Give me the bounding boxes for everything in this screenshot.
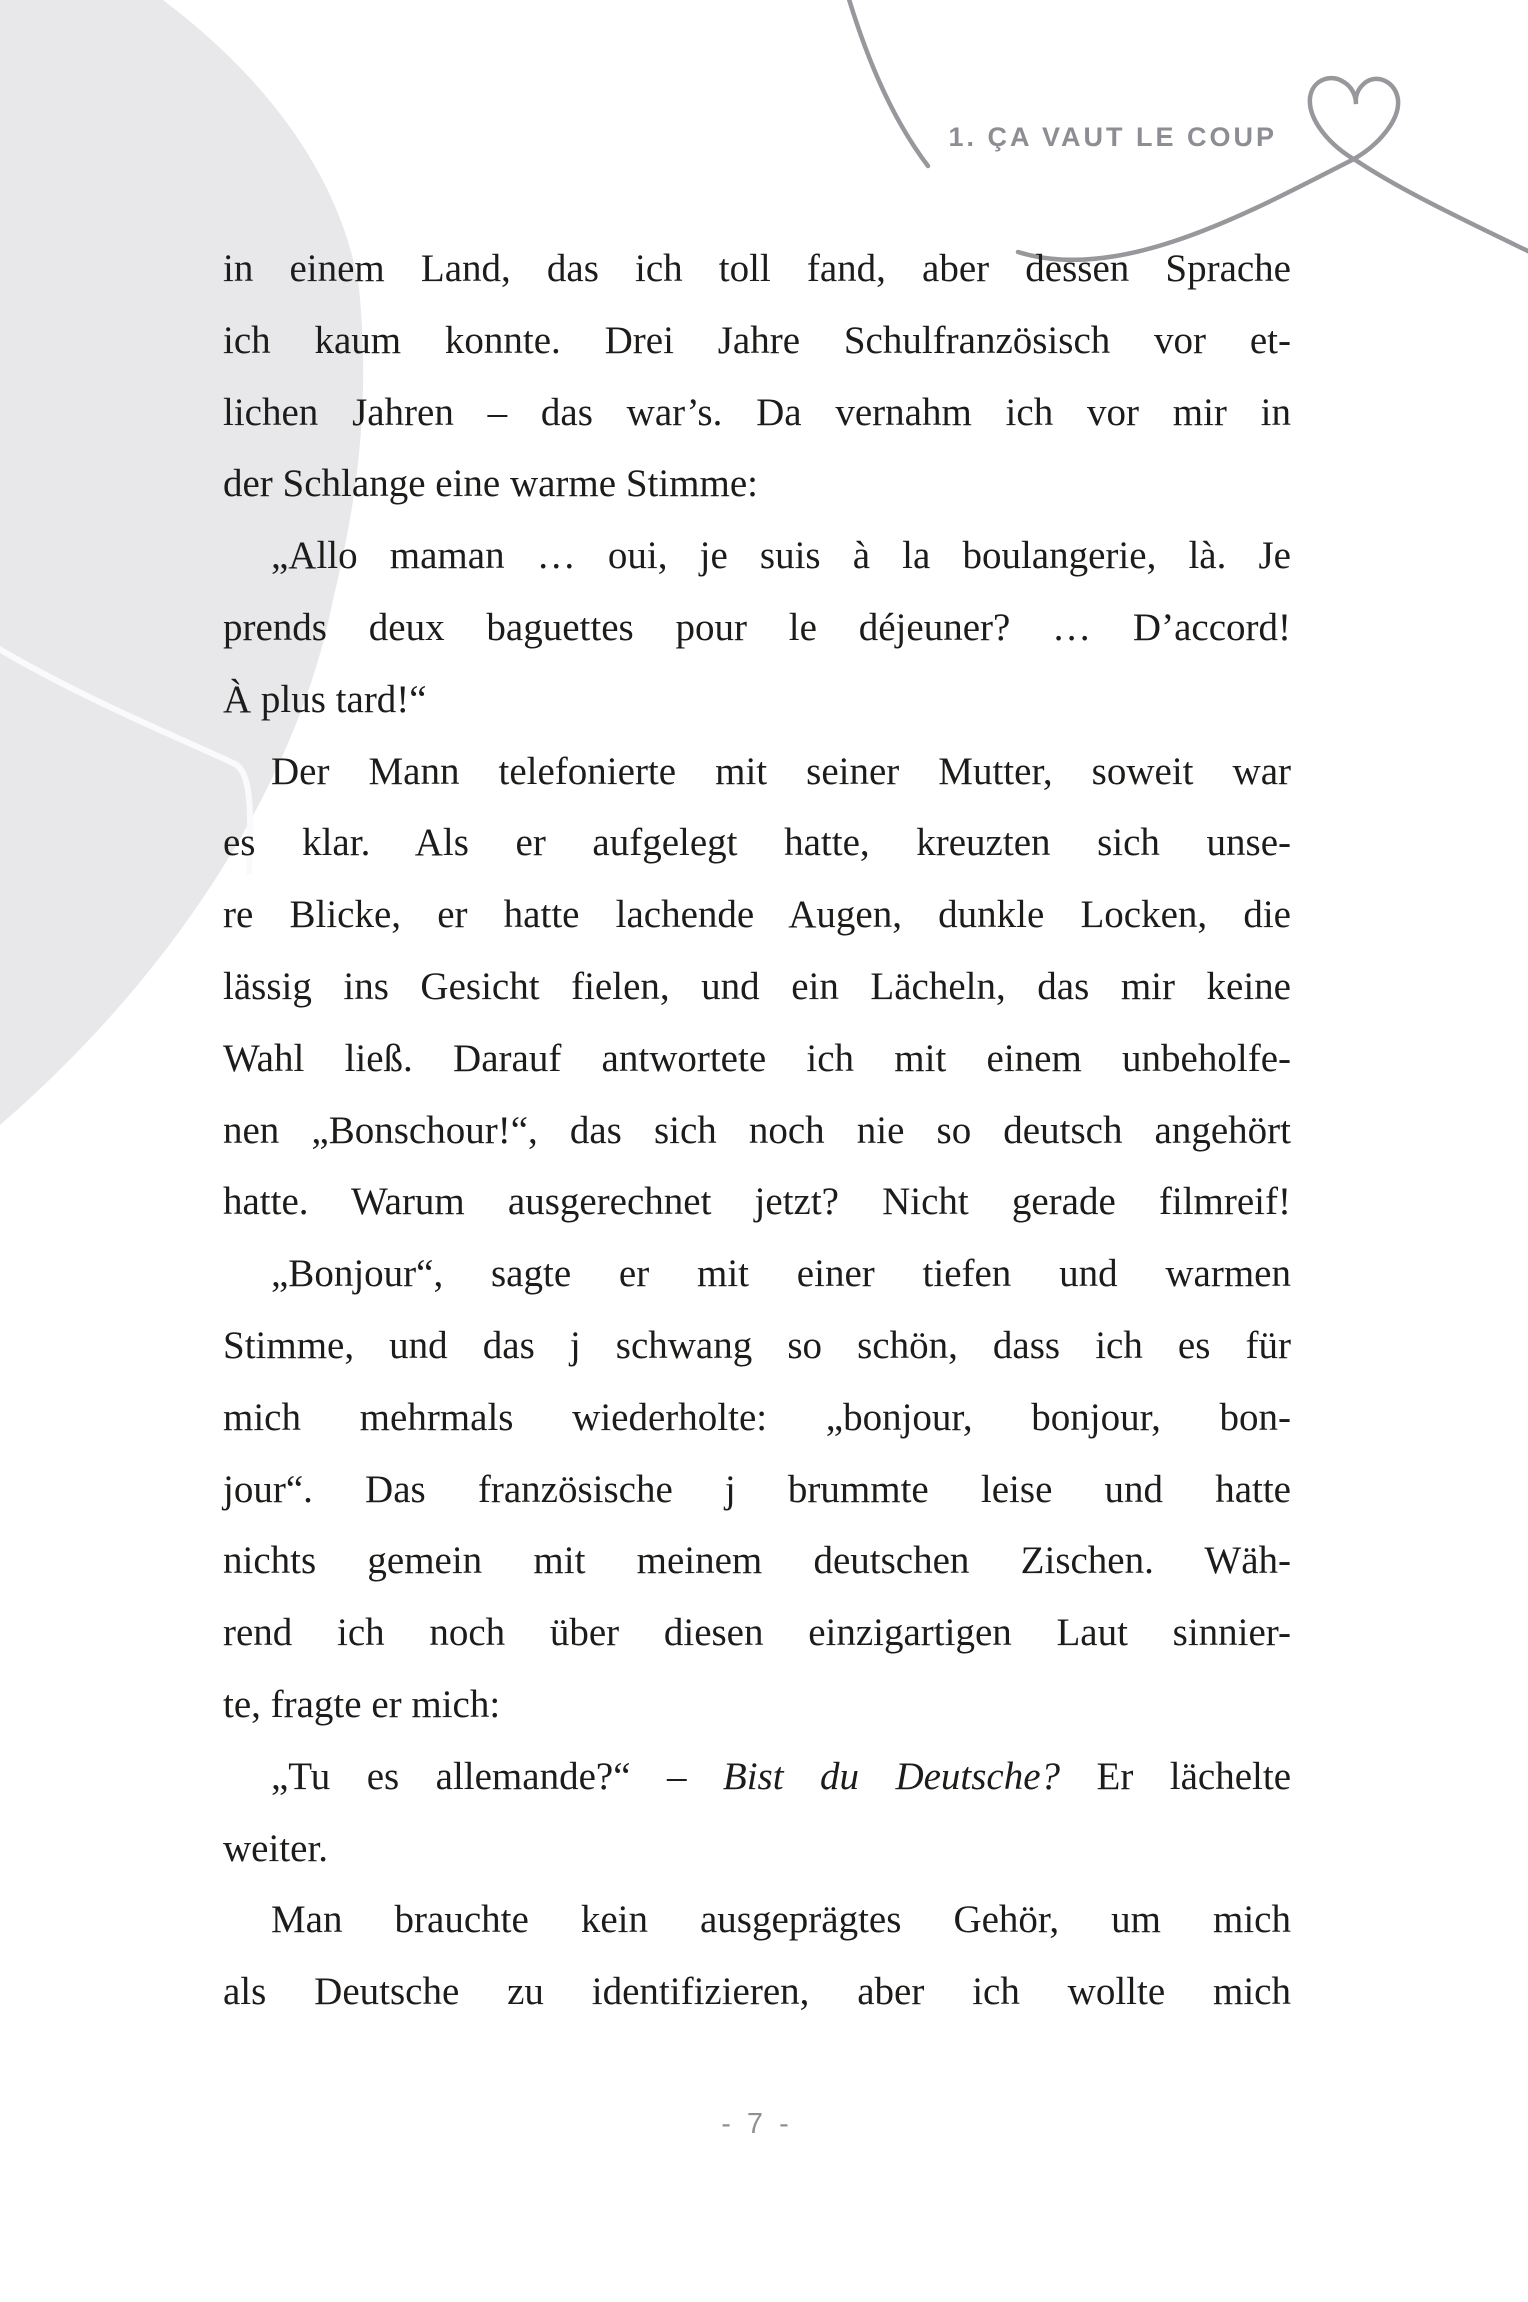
text-line — [223, 1454, 1291, 1526]
chapter-title: 1. ÇA VAUT LE COUP — [948, 122, 1277, 152]
text-line — [223, 736, 1291, 808]
text-line — [223, 1238, 1291, 1310]
text-segment: ich kaum konnte. Drei Jahre Schulfranzösisch vor et- — [223, 318, 1291, 362]
text-segment: lässig ins Gesicht fielen, und ein Lächeln, das mir keine — [223, 964, 1291, 1008]
text-segment: Wahl ließ. Darauf antwortete ich mit einem unbeholfe- — [223, 1036, 1291, 1080]
text-line — [223, 1884, 1291, 1956]
text-line — [223, 377, 1291, 449]
text-line — [223, 1310, 1291, 1382]
text-segment: re Blicke, er hatte lachende Augen, dunkle Locken, die — [223, 893, 1291, 937]
text-line — [223, 664, 1291, 736]
text-segment: lichen Jahren – das war’s. Da vernahm ich vor mir in — [223, 390, 1291, 434]
text-line — [223, 592, 1291, 664]
text-segment: rend ich noch über diesen einzigartigen Laut sinnier- — [223, 1611, 1291, 1655]
text-line — [223, 1813, 1291, 1885]
text-line — [223, 520, 1291, 592]
text-line — [223, 879, 1291, 951]
text-segment: nen „Bonschour!“, das sich noch nie so deutsch angehört — [223, 1108, 1291, 1152]
text-segment: Stimme, und das j schwang so schön, dass ich es für — [223, 1323, 1291, 1367]
text-segment: „Allo maman … oui, je suis à la boulangerie, là. Je — [271, 534, 1291, 578]
text-line — [223, 807, 1291, 879]
text-line — [223, 1382, 1291, 1454]
text-segment: Er lächelte — [1060, 1754, 1292, 1798]
text-line — [223, 1095, 1291, 1167]
page-number: - 7 - — [721, 2108, 793, 2140]
text-segment: Man brauchte kein ausgeprägtes Gehör, um mich — [271, 1898, 1291, 1942]
text-segment: es klar. Als er aufgelegt hatte, kreuzten sich unse- — [223, 821, 1291, 865]
text-segment: Der Mann telefonierte mit seiner Mutter, soweit war — [271, 749, 1291, 793]
text-segment: nichts gemein mit meinem deutschen Zischen. Wäh- — [223, 1539, 1291, 1583]
body-text — [223, 233, 1291, 2028]
text-segment: À plus tard!“ — [223, 677, 427, 721]
text-line — [223, 1525, 1291, 1597]
text-segment: jour“. Das französische j brummte leise und hatte — [223, 1467, 1291, 1511]
text-segment: te, fragte er mich: — [223, 1682, 501, 1726]
text-segment: „Bonjour“, sagte er mit einer tiefen und warmen — [271, 1252, 1291, 1296]
text-segment: als Deutsche zu identifizieren, aber ich wollte mich — [223, 1970, 1291, 2014]
text-line — [223, 305, 1291, 377]
text-line — [223, 951, 1291, 1023]
text-segment: „Tu es allemande?“ – — [271, 1754, 723, 1798]
text-line — [223, 1741, 1291, 1813]
text-line — [223, 448, 1291, 520]
text-segment: weiter. — [223, 1826, 329, 1870]
corner-arc — [848, 0, 928, 166]
text-segment: der Schlange eine warme Stimme: — [223, 462, 758, 506]
text-line — [223, 1023, 1291, 1095]
text-line — [223, 233, 1291, 305]
text-line — [223, 1956, 1291, 2028]
text-segment: mich mehrmals wiederholte: „bonjour, bonjour, bon- — [223, 1395, 1291, 1439]
text-line — [223, 1669, 1291, 1741]
text-line — [223, 1166, 1291, 1238]
text-line — [223, 1597, 1291, 1669]
text-segment: hatte. Warum ausgerechnet jetzt? Nicht gerade filmreif! — [223, 1180, 1291, 1224]
text-segment: in einem Land, das ich toll fand, aber dessen Sprache — [223, 247, 1291, 290]
text-segment: prends deux baguettes pour le déjeuner? … D’accord! — [223, 605, 1291, 649]
italic-phrase: Bist du Deutsche? — [722, 1754, 1061, 1798]
